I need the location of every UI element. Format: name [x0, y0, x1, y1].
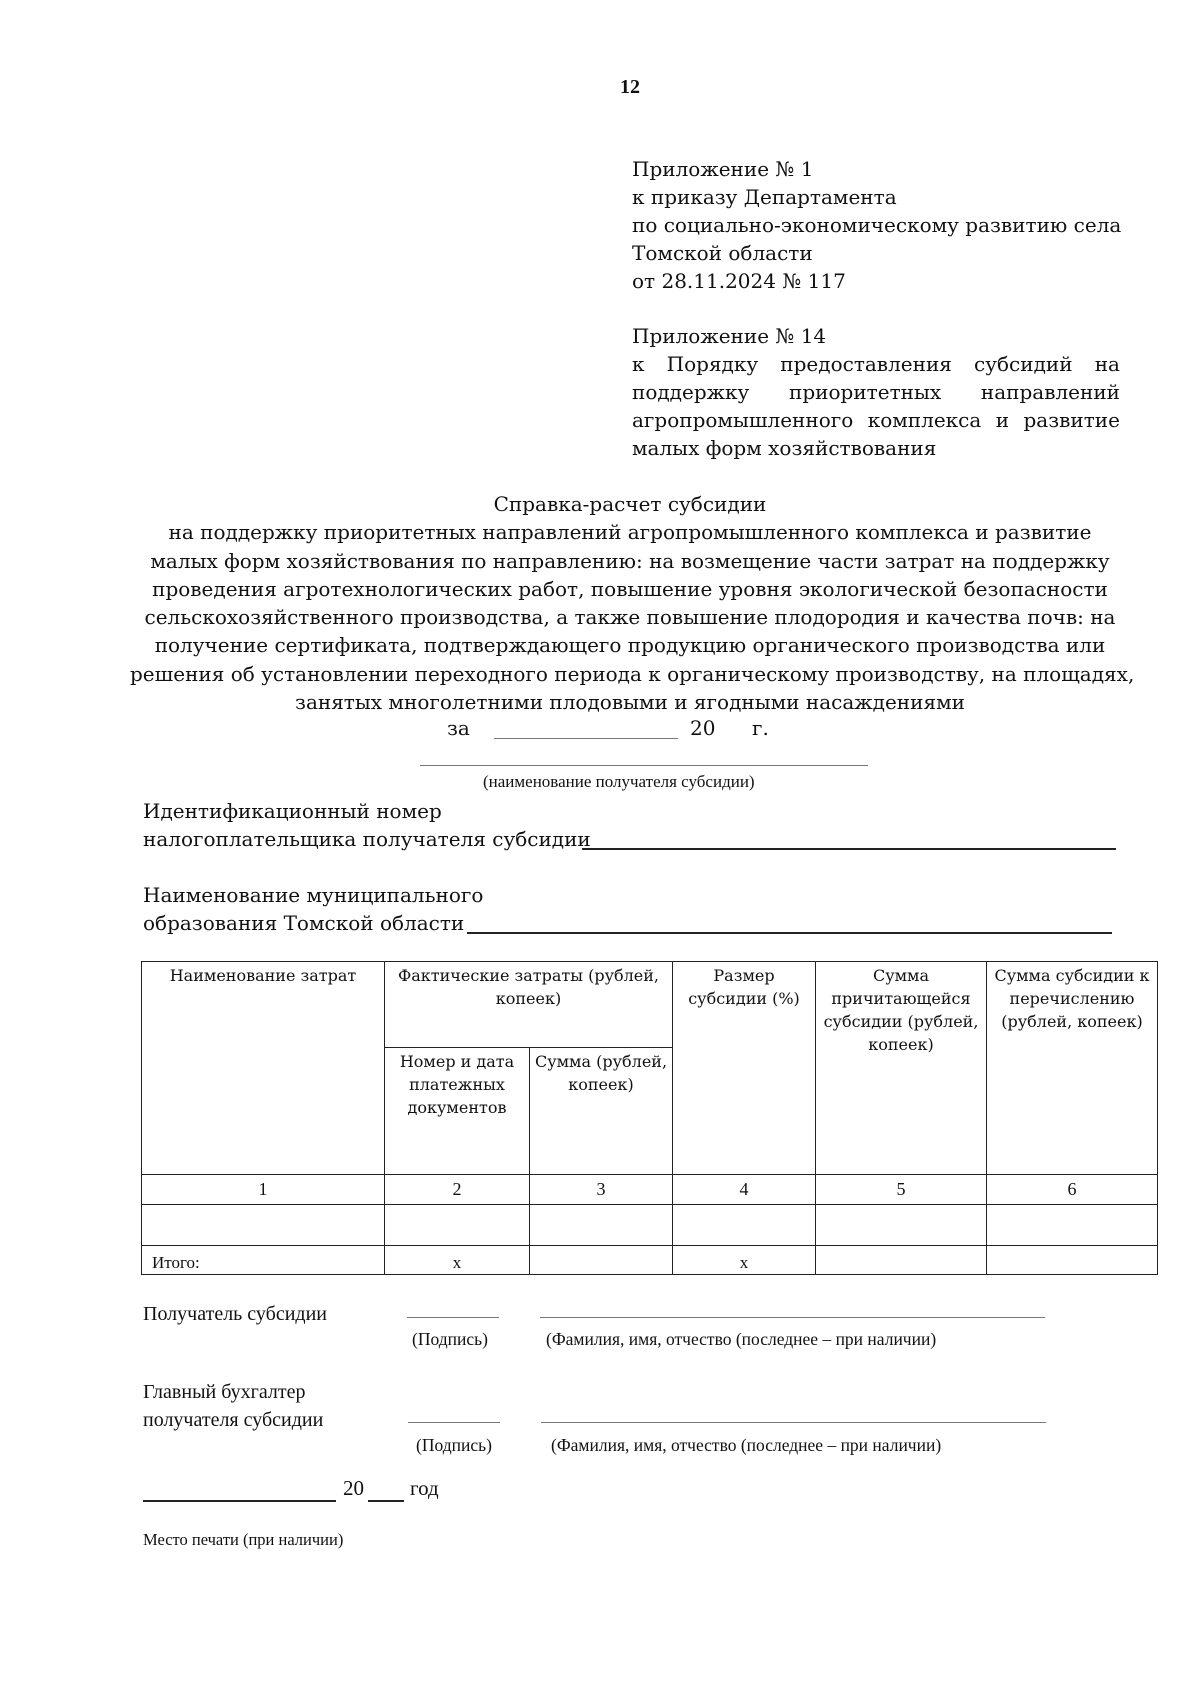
inn-label: налогоплательщика получателя субсидии [143, 827, 591, 851]
total-row [142, 1246, 1158, 1275]
total-label: Итого: [142, 1246, 385, 1275]
title-line: получение сертификата, подтверждающего продукцию органического производства или [154, 633, 1106, 658]
appendix-1-line: Томской области [632, 241, 813, 265]
column-number-row [142, 1175, 1158, 1205]
cell-cost-name[interactable] [142, 1205, 385, 1246]
stamp-place-label: Место печати (при наличии) [143, 1530, 344, 1549]
header-subsidy-transfer: Сумма субсидии к перечислению (рублей, копеек) [987, 962, 1158, 1175]
column-number: 1 [142, 1175, 385, 1205]
period-prefix: за [447, 716, 470, 740]
word: и [995, 408, 1010, 432]
recipient-fullname-field[interactable] [540, 1317, 1045, 1318]
appendix-14-line: малых форм хозяйствования [632, 436, 937, 460]
word: на [1094, 352, 1120, 376]
recipient-name-field[interactable] [420, 765, 868, 766]
column-number: 5 [816, 1175, 987, 1205]
document-title [130, 490, 1135, 716]
date-day-month-field[interactable] [143, 1500, 336, 1502]
inn-label: Идентификационный номер [143, 799, 442, 823]
word: к [632, 352, 645, 376]
page-number: 12 [620, 76, 640, 98]
date-year-field[interactable] [368, 1500, 404, 1502]
cell-subsidy-transfer[interactable] [987, 1205, 1158, 1246]
appendix-1-line: по социально-экономическому развитию села [632, 213, 1122, 237]
word: предоставления [780, 352, 952, 376]
cell-amount[interactable] [530, 1205, 673, 1246]
table-row [142, 1205, 1158, 1246]
header-actual-costs: Фактические затраты (рублей, копеек) [385, 962, 673, 1048]
word: направлений [980, 380, 1120, 404]
column-number: 6 [987, 1175, 1158, 1205]
subsidy-calculation-table [141, 961, 1158, 1275]
word: приоритетных [789, 380, 942, 404]
word: Порядку [666, 352, 759, 376]
recipient-name-caption: (наименование получателя субсидии) [483, 772, 755, 791]
total-amount[interactable] [530, 1246, 673, 1275]
date-year-prefix: 20 [343, 1476, 364, 1500]
header-subsidy-rate: Размер субсидии (%) [673, 962, 816, 1175]
recipient-signature-field[interactable] [407, 1317, 499, 1318]
cell-subsidy-rate[interactable] [673, 1205, 816, 1246]
column-number: 2 [385, 1175, 530, 1205]
recipient-signature-label: Получатель субсидии [143, 1303, 327, 1325]
total-payment-docs: х [385, 1246, 530, 1275]
title-line: занятых многолетними плодовыми и ягодными насаждениями [295, 690, 965, 715]
word: развитие [1023, 408, 1120, 432]
appendix-14-heading: Приложение № 14 [632, 324, 827, 348]
period-suffix: г. [752, 716, 769, 740]
total-subsidy-due[interactable] [816, 1246, 987, 1275]
municipality-label: Наименование муниципального [143, 883, 484, 907]
appendix-14-line [632, 350, 1120, 378]
appendix-1-line: Приложение № 1 [632, 157, 814, 181]
appendix-1-line: от 28.11.2024 № 117 [632, 269, 846, 293]
inn-field[interactable] [582, 848, 1116, 850]
accountant-signature-field[interactable] [408, 1422, 500, 1423]
column-number: 3 [530, 1175, 673, 1205]
fullname-caption: (Фамилия, имя, отчество (последнее – при наличии) [546, 1329, 937, 1349]
word: субсидий [974, 352, 1073, 376]
title-line: малых форм хозяйствования по направлению: на возмещение части затрат на поддержку [150, 548, 1110, 573]
cell-subsidy-due[interactable] [816, 1205, 987, 1246]
appendix-14-line [632, 406, 1120, 434]
title-line: Справка-расчет субсидии [493, 492, 767, 516]
header-subsidy-due: Сумма причитающейся субсидии (рублей, копеек) [816, 962, 987, 1175]
municipality-field[interactable] [467, 932, 1112, 934]
accountant-fullname-field[interactable] [541, 1422, 1046, 1423]
period-year-prefix: 20 [690, 716, 716, 740]
title-line: сельскохозяйственного производства, а также повышение плодородия и качества почв: на [144, 605, 1116, 630]
word: агропромышленного [632, 408, 854, 432]
title-line: на поддержку приоритетных направлений агропромышленного комплекса и развитие [168, 520, 1092, 545]
cell-payment-docs[interactable] [385, 1205, 530, 1246]
appendix-1-line: к приказу Департамента [632, 185, 897, 209]
municipality-label: образования Томской области [143, 911, 465, 935]
accountant-signature-label: Главный бухгалтер [143, 1381, 306, 1403]
title-line: проведения агротехнологических работ, повышение уровня экологической безопасности [152, 576, 1108, 601]
accountant-signature-label: получателя субсидии [143, 1409, 324, 1431]
word: комплекса [867, 408, 982, 432]
total-subsidy-transfer[interactable] [987, 1246, 1158, 1275]
period-month-field[interactable] [494, 738, 678, 739]
title-line: решения об установлении переходного периода к органическому производству, на площадях, [130, 661, 1135, 686]
word: поддержку [632, 380, 750, 404]
header-cost-name: Наименование затрат [142, 962, 385, 1175]
fullname-caption: (Фамилия, имя, отчество (последнее – при наличии) [551, 1435, 942, 1455]
appendix-14-line [632, 378, 1120, 406]
date-suffix: год [410, 1476, 439, 1500]
signature-caption: (Подпись) [412, 1329, 488, 1349]
header-payment-docs: Номер и дата платежных документов [385, 1048, 530, 1175]
header-amount: Сумма (рублей, копеек) [530, 1048, 673, 1175]
total-subsidy-rate: х [673, 1246, 816, 1275]
signature-caption: (Подпись) [416, 1435, 492, 1455]
column-number: 4 [673, 1175, 816, 1205]
